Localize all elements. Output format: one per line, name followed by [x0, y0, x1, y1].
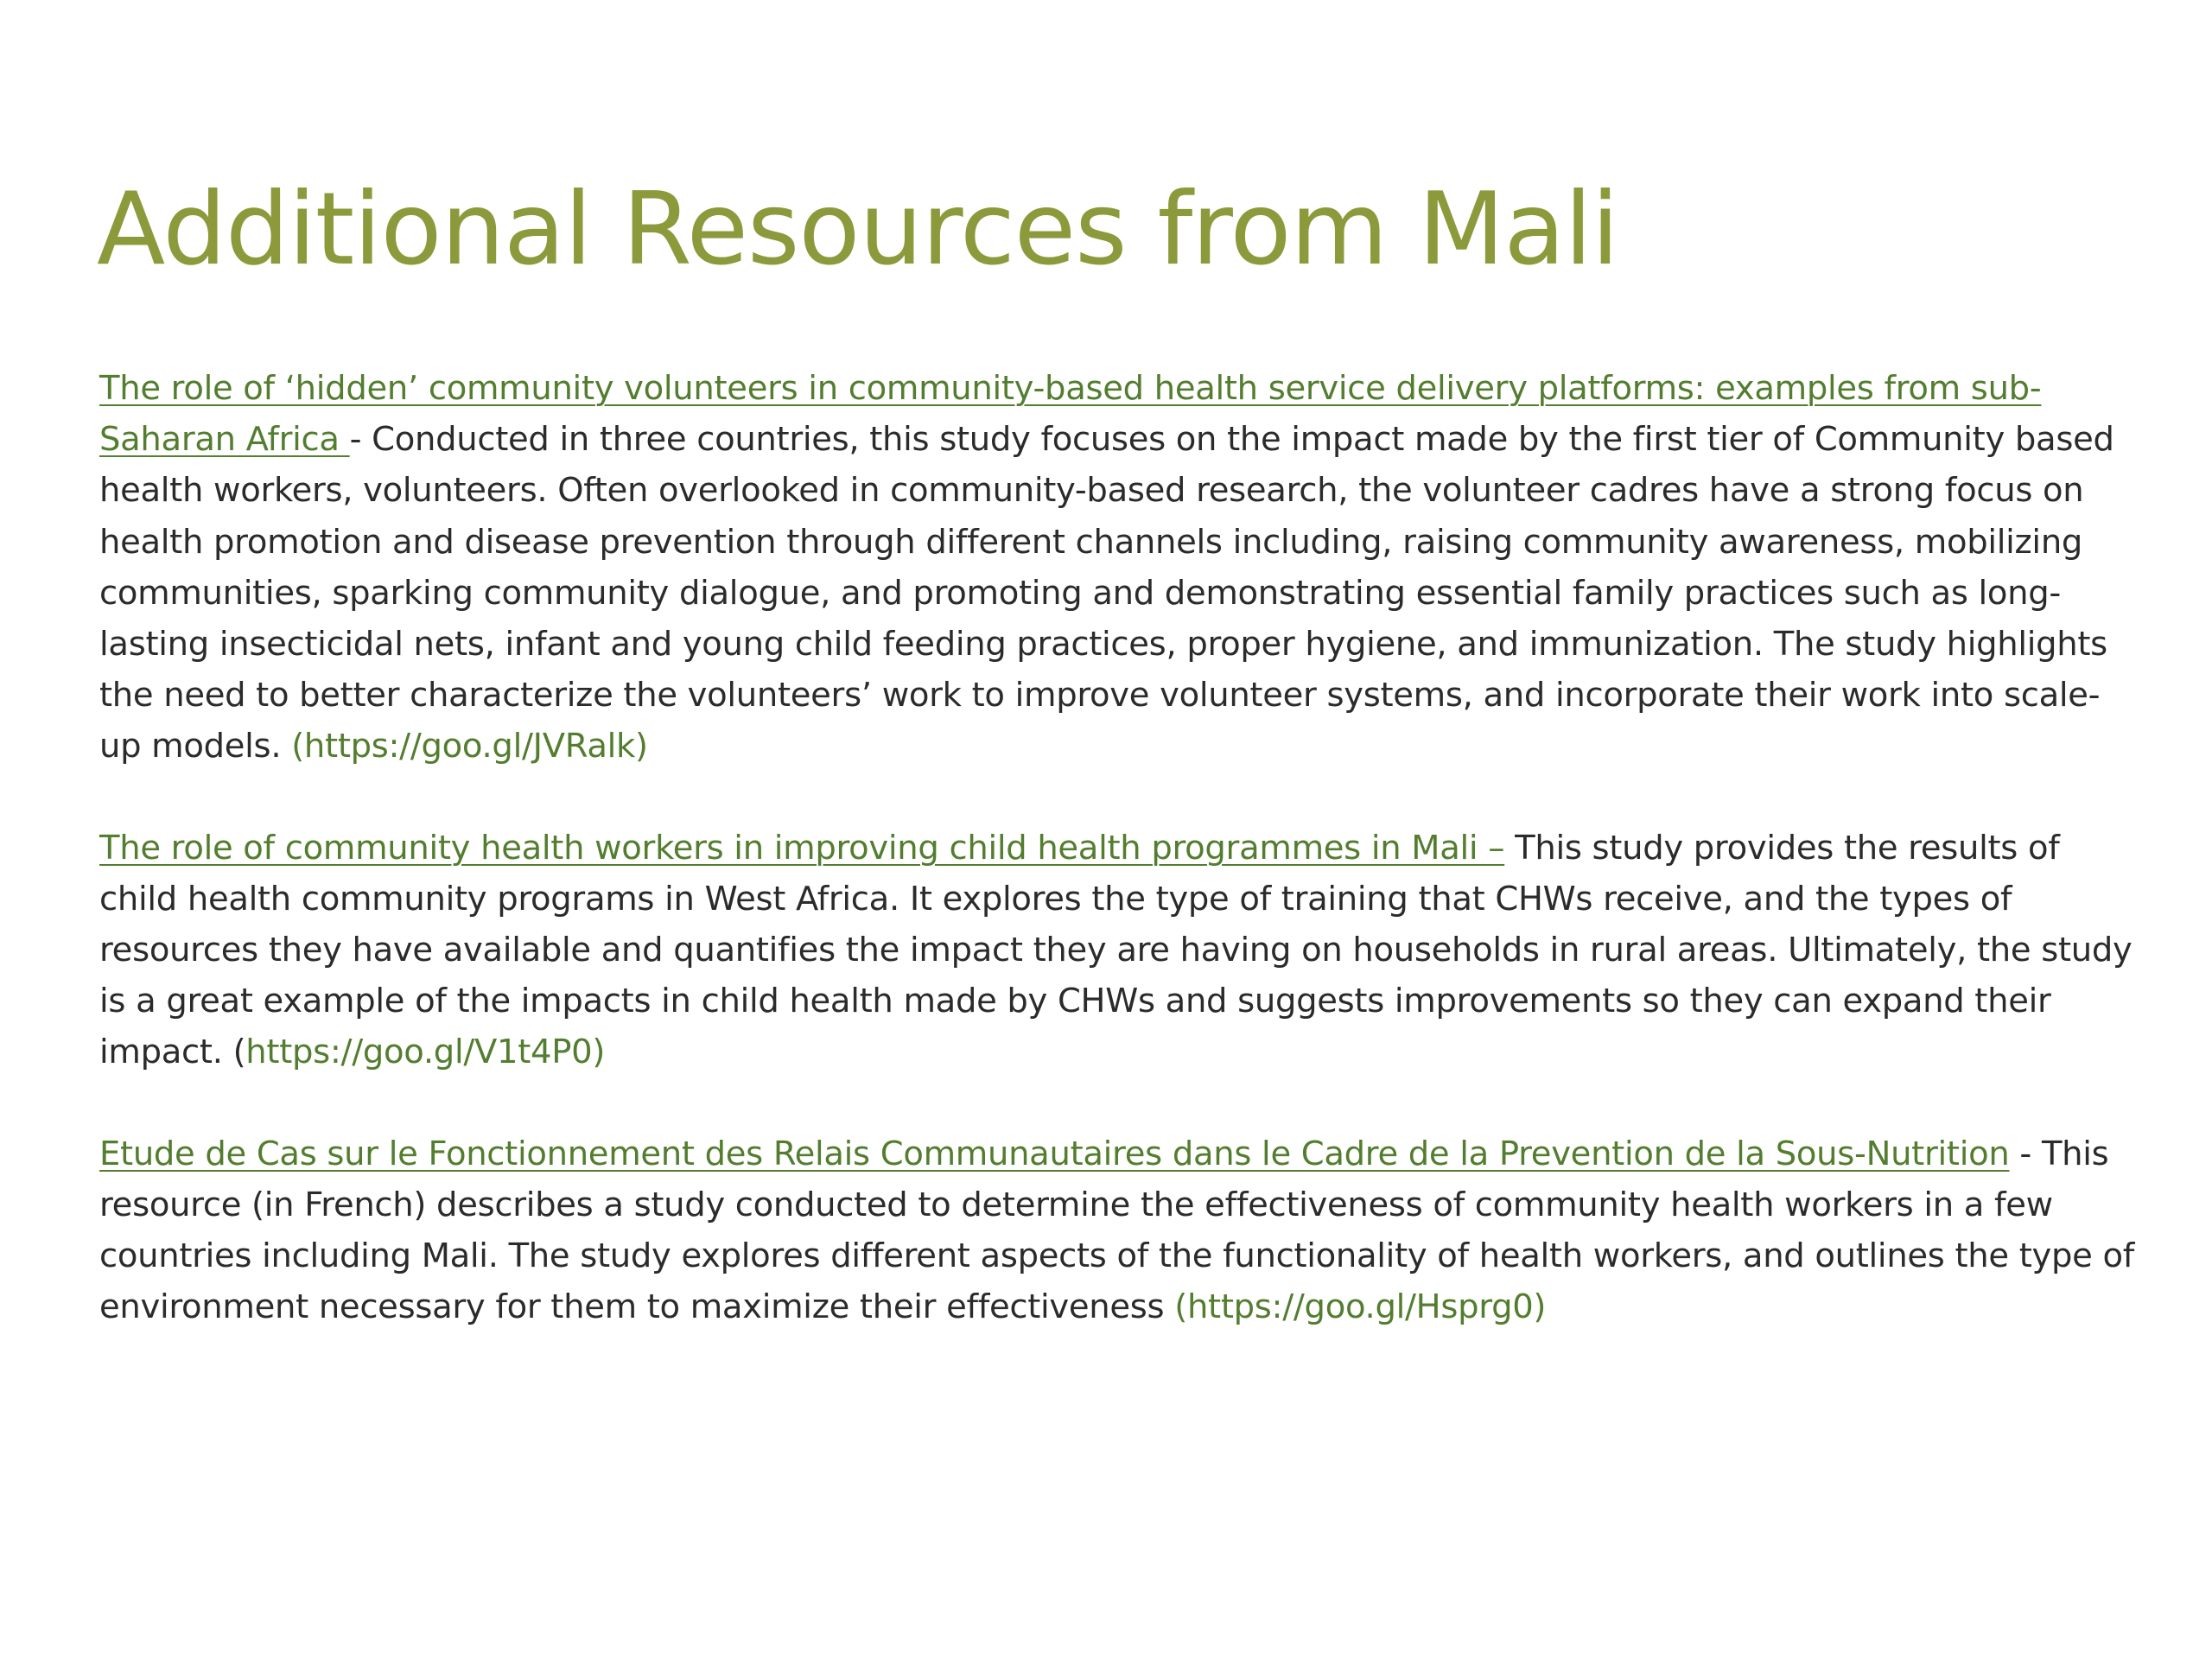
resource-description: This resource (in French) describes a study conducted to determine the effectiveness of community health workers in a few countries including Mali. The study explores different aspects of the functionality of health workers, and outlines the type of environment necessary for them to maximize their effectiveness [99, 1134, 2134, 1327]
resource-url: (https://goo.gl/Hsprg0) [1174, 1287, 1547, 1327]
resource-separator: - [349, 420, 372, 460]
resource-link[interactable]: Etude de Cas sur le Fonctionnement des Relais Communautaires dans le Cadre de la Prevention de la Sous-Nutrition [99, 1134, 2010, 1173]
resource-entry [99, 823, 2139, 1078]
resource-description: This study provides the results of child health community programs in West Africa. It explores the type of training that CHWs receive, and the types of resources they have available and quantifies the impact they are having on households in rural areas. Ultimately, the study is a great example of the impacts in child health made by CHWs and suggests improvements so they can expand their impact. ( [99, 828, 2133, 1072]
resource-description: Conducted in three countries, this study focuses on the impact made by the first tier of Community based health workers, volunteers. Often overlooked in community-based research, the volunteer cadres have a strong focus on health promotion and disease prevention through different channels including, raising community awareness, mobilizing communities, sparking community dialogue, and promoting and demonstrating essential family practices such as long-lasting insecticidal nets, infant and young child feeding practices, proper hygiene, and immunization. The study highlights the need to better characterize the volunteers’ work to improve volunteer systems, and incorporate their work into scale-up models. [99, 420, 2114, 766]
resource-url: https://goo.gl/V1t4P0) [245, 1033, 606, 1072]
resource-list [99, 363, 2139, 1382]
resource-separator [1504, 829, 1515, 868]
resource-link[interactable]: The role of ‘hidden’ community volunteers in community-based health service delivery platforms: examples from sub-Saharan Africa [99, 369, 2042, 460]
resource-entry [99, 1128, 2139, 1333]
resource-url: (https://goo.gl/JVRalk) [291, 727, 648, 766]
resource-link[interactable]: The role of community health workers in improving child health programmes in Mali – [99, 828, 1505, 868]
resource-separator: - [2009, 1134, 2042, 1173]
resource-entry [99, 363, 2139, 772]
page-title: Additional Resources from Mali [97, 171, 1618, 288]
